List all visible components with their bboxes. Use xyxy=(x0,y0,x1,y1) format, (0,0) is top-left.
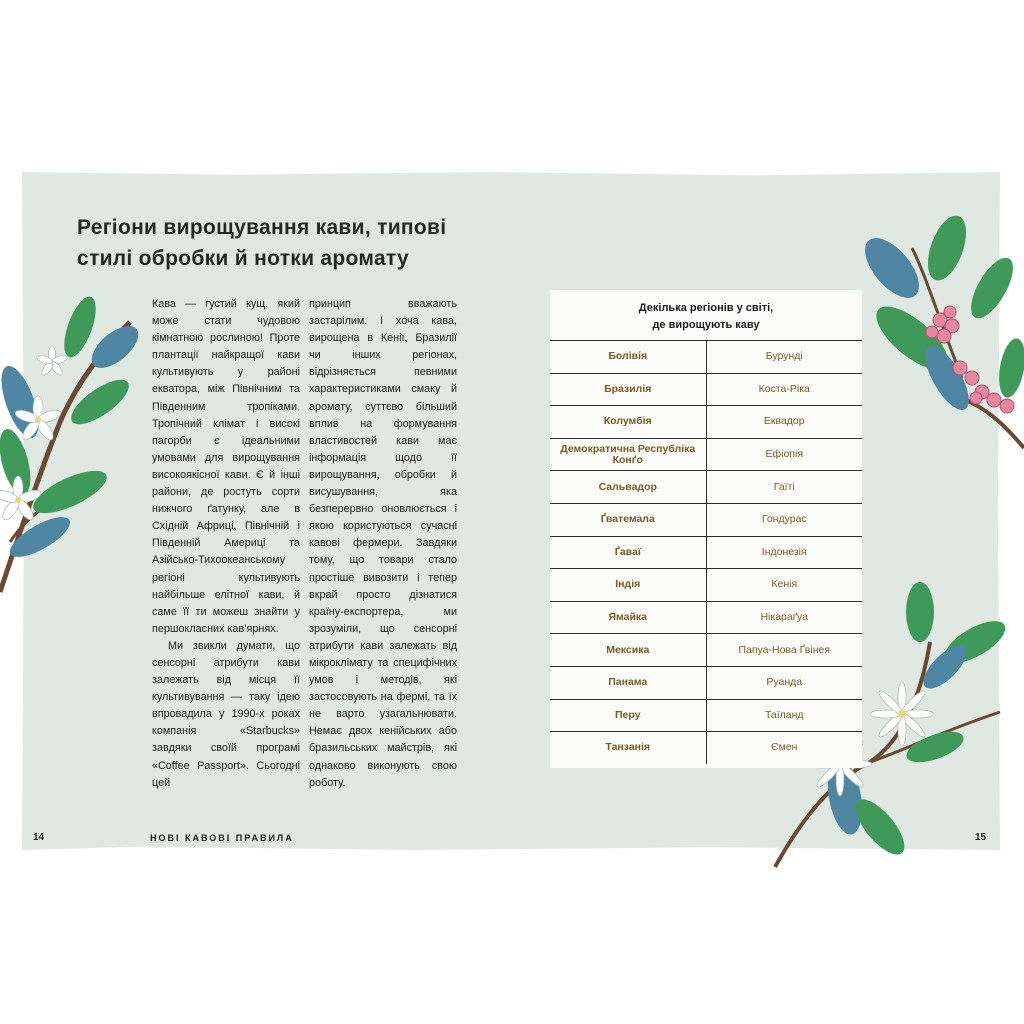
regions-table xyxy=(550,290,862,768)
body-paragraph: Кава — густий кущ, який може стати чудовою кімнатною рослиною! Проте плантації найкращої кави культивують у районі екватора, між Північним та Південним тропіками. Тропічний клімат і високі пагорби є ідеальними умовами для вирощування високоякісної кави. Є й інші райони, де ростуть сорти нижчого ґатунку, але в Східній Африці, Північній і Південній Америці та Азійсько-Тихоокеанському регіоні культивують найбільше елітної кави, й саме її ти можеш знайти у першокласних кав’ярнях. xyxy=(152,298,300,635)
title-line-1: Регіони вирощування кави, типові xyxy=(77,216,447,239)
coffee-branch-top-right-illustration xyxy=(852,208,1024,478)
table-cell-right: Руанда xyxy=(766,676,803,689)
title-line-2: стилі обробки й нотки аромату xyxy=(77,247,410,270)
table-row xyxy=(550,666,862,699)
table-row xyxy=(550,731,862,764)
table-row xyxy=(550,536,862,569)
body-column-2 xyxy=(309,296,457,792)
table-cell-right: Індонезія xyxy=(761,545,807,558)
table-cell-left: Ямайка xyxy=(550,602,707,634)
regions-table-heading-line-2: де вирощують каву xyxy=(652,319,760,331)
coffee-branch-left-illustration xyxy=(0,292,150,612)
body-paragraph: Ми звикли думати, що сенсорні атрибути кави залежать від місця її культивування — таку ідею впровадила у 1990-х роках компанія «Starbucks» завдяки своїй програмі «Coffee Passport». Сьогодні цей xyxy=(152,639,300,789)
table-cell-left: Сальвадор xyxy=(550,471,707,503)
table-cell-left: Перу xyxy=(550,700,707,732)
table-cell-right: Ємен xyxy=(771,741,798,754)
regions-table-heading-line-1: Декілька регіонів у світі, xyxy=(638,302,774,314)
table-row xyxy=(550,633,862,666)
table-cell-right: Гаїті xyxy=(773,480,795,493)
coffee-flower-icon xyxy=(36,346,69,377)
table-row xyxy=(550,373,862,406)
table-cell-left: Ґватемала xyxy=(550,504,707,536)
table-cell-left: Мексика xyxy=(550,634,707,666)
running-title: НОВІ КАВОВІ ПРАВИЛА xyxy=(150,833,294,843)
table-cell-left: Танзанія xyxy=(550,732,707,764)
table-cell-right: Кенія xyxy=(771,578,798,591)
table-cell-right: Бурунді xyxy=(765,350,803,363)
table-cell-right: Таїланд xyxy=(764,708,804,721)
section-title xyxy=(77,212,497,274)
table-cell-right: Еквадор xyxy=(763,415,805,428)
table-cell-right: Коста-Ріка xyxy=(758,382,810,395)
table-cell-right: Ефіопія xyxy=(765,448,804,461)
table-cell-left: Індія xyxy=(550,569,707,601)
table-row xyxy=(550,503,862,536)
table-cell-right: Нікараґуа xyxy=(760,611,809,624)
coffee-flower-icon xyxy=(870,682,934,746)
table-row xyxy=(550,699,862,732)
table-cell-right: Папуа-Нова Ґвінея xyxy=(738,643,831,656)
table-row xyxy=(550,601,862,634)
table-cell-left: Панама xyxy=(550,667,707,699)
page-number-left: 14 xyxy=(33,832,45,843)
regions-table-heading xyxy=(550,290,862,340)
table-cell-left: Колумбія xyxy=(550,406,707,438)
table-row xyxy=(550,568,862,601)
table-row xyxy=(550,340,862,373)
page-number-right: 15 xyxy=(975,832,987,843)
table-cell-left: Ґаваї xyxy=(550,537,707,569)
table-cell-left: Болівія xyxy=(550,341,707,373)
table-cell-left: Бразилія xyxy=(550,374,707,406)
body-column-1 xyxy=(152,296,300,792)
table-row xyxy=(550,405,862,438)
table-cell-right: Гондурас xyxy=(761,513,807,526)
table-row xyxy=(550,438,862,471)
table-row xyxy=(550,470,862,503)
table-cell-left: Демократична Республіка Конґо xyxy=(550,439,707,471)
body-paragraph: принцип вважають застарілим. І хоча кава, вирощена в Кенії, Бразилії чи інших регіонах, відрізняється певними характеристиками смаку й аромату, суттєво більший вплив на формування властивостей кави має інформація щодо її вирощування, обробки й висушування, яка безперервно оновлюється і якою користуються сучасні кавові фермери. Завдяки тому, що товари стало простіше вивозити і тепер вкрай просто дізнатися країну-експортера, ми зрозуміли, що сенсорні атрибути кави залежать від мікроклімату та специфічних умов і методів, які застосовують на фермі, та їх не варто узагальнювати. Немає двох кенійських або бразильських майстрів, які однаково виконують свою роботу. xyxy=(309,298,457,789)
